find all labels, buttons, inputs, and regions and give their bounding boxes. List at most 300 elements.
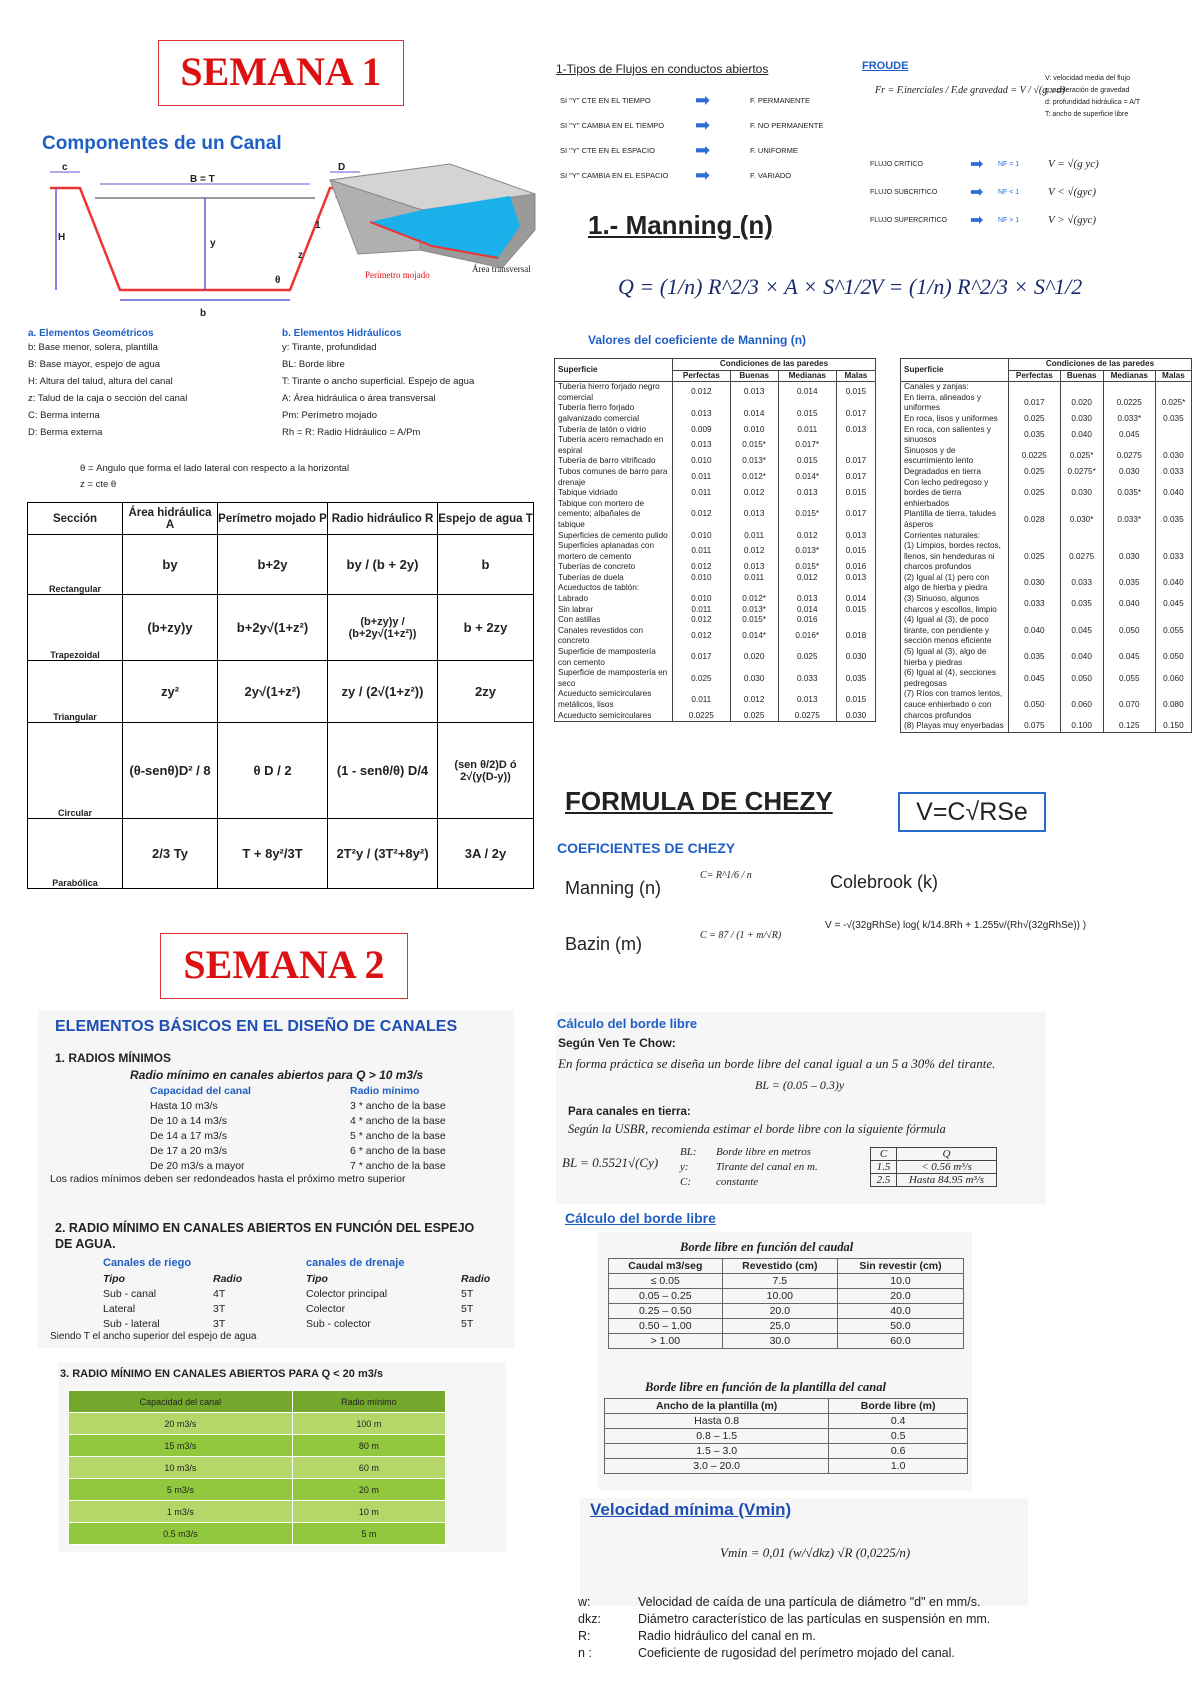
manning-cell: 0.014 (778, 382, 836, 404)
manning-cell: 0.150 (1155, 721, 1191, 732)
manning-cell: 0.033 (1155, 467, 1191, 478)
sec-name: Parabólica (28, 819, 123, 889)
manning-cell: 0.017 (836, 499, 875, 531)
manning-cell: 0.055 (1155, 615, 1191, 647)
arrow-right-icon: ➡ (970, 156, 984, 173)
manning-cell: Canales revestidos con concreto (555, 626, 673, 647)
manning-cell (836, 615, 875, 626)
radios-table (150, 1084, 480, 1174)
label-y: y (210, 238, 216, 249)
manning-cell: 0.0225 (673, 711, 731, 722)
label-z: z (298, 250, 303, 261)
manning-cell: Superficies de cemento pulido (555, 531, 673, 542)
sec-P: T + 8y²/3T (218, 819, 328, 889)
manning-cell: Tuberías de concreto (555, 562, 673, 573)
vmin-formula: Vmin = 0,01 (w/√dkz) √R (0,0225/n) (720, 1545, 911, 1560)
manning-v: V = (1/n) R^2/3 × S^1/2 (870, 274, 1083, 299)
sec-name: Rectangular (28, 535, 123, 595)
manning-cell: Degradados en tierra (901, 467, 1009, 478)
manning-cell: 0.013 (778, 594, 836, 605)
manning-table-1 (554, 358, 876, 722)
label-D: D (338, 162, 346, 173)
cq-table (870, 1147, 997, 1187)
manning-table-title: Valores del coeficiente de Manning (n) (588, 333, 807, 347)
drenaje-cell: Colector principal (306, 1288, 388, 1300)
manning-cell: 0.045 (1060, 615, 1103, 647)
manning-cell: Tubos comunes de barro para drenaje (555, 467, 673, 488)
manning-cell: 0.0275* (1060, 467, 1103, 478)
list-item (870, 178, 1190, 206)
manning-cell: 0.080 (1155, 689, 1191, 721)
geo-item: B: Base mayor, espejo de agua (28, 359, 161, 370)
table-row (555, 647, 876, 668)
green-cell: 1 m3/s (69, 1501, 293, 1523)
green-cell: 0.5 m3/s (69, 1523, 293, 1545)
flujos-title: 1-Tipos de Flujos en conductos abiertos (556, 62, 769, 76)
manning-cell: Acueducto semicirculares (555, 711, 673, 722)
sec-T: b (438, 535, 534, 595)
manning-cell: Superficies aplanadas con mortero de cemento (555, 541, 673, 562)
table-row (555, 689, 876, 710)
manning-cell: 0.010 (673, 531, 731, 542)
manning-cell: 0.030 (1155, 446, 1191, 467)
radios-cell: 5 * ancho de la base (350, 1130, 446, 1142)
table-row (69, 1457, 446, 1479)
canal-title: Componentes de un Canal (42, 133, 282, 154)
froude-rows (870, 150, 1190, 234)
table-row (555, 711, 876, 722)
sec-R: zy / (2√(1+z²)) (328, 661, 438, 723)
sec-name: Triangular (28, 661, 123, 723)
manning-cell: 0.045 (1103, 425, 1155, 446)
vmin-legend (578, 1594, 1138, 1662)
chezy-bazin: Bazin (m) (565, 934, 643, 954)
table-row (609, 1334, 964, 1349)
table-row (306, 1302, 496, 1317)
drenaje-cell: Sub - colector (306, 1318, 371, 1330)
mt-header: Buenas (1060, 370, 1103, 382)
riego-cell: Lateral (103, 1303, 136, 1315)
manning-cell (1103, 382, 1155, 393)
manning-cell: 0.012 (778, 531, 836, 542)
list-item (560, 113, 840, 138)
chezy-manning: Manning (n) (565, 878, 662, 898)
manning-cell: 0.015 (836, 541, 875, 562)
manning-cell: 0.100 (1060, 721, 1103, 732)
elementos-title: ELEMENTOS BÁSICOS EN EL DISEÑO DE CANALES (55, 1018, 458, 1035)
manning-cell: 0.035 (1155, 414, 1191, 425)
chezy-formula: V=C√RSe (898, 792, 1046, 832)
radios-cell: Hasta 10 m3/s (150, 1100, 218, 1112)
radios-cell: De 17 a 20 m3/s (150, 1145, 228, 1157)
manning-cell: 0.015 (836, 689, 875, 710)
hid-item: Rh = R: Radio Hidráulico = A/Pm (282, 427, 421, 438)
label-BT: B = T (190, 174, 215, 185)
table-row (150, 1129, 480, 1144)
manning-cell (1060, 531, 1103, 542)
froude-flow: FLUJO SUPERCRITICO (870, 216, 948, 224)
mt-header: Perfectas (1009, 370, 1061, 382)
manning-cell: 0.075 (1009, 721, 1061, 732)
table-row (605, 1429, 968, 1444)
drenaje-cell: 5T (461, 1288, 474, 1300)
froude-legend (1045, 73, 1195, 121)
manning-cell: 0.013 (730, 382, 778, 404)
manning-cell: 0.030 (730, 668, 778, 689)
s1-title: 1. RADIOS MÍNIMOS (55, 1051, 172, 1065)
manning-cell: 0.009 (673, 425, 731, 436)
manning-cell: 0.013* (730, 605, 778, 616)
manning-cell: 0.030 (836, 647, 875, 668)
z-note: z = cte θ (80, 479, 117, 490)
manning-cell: 0.012* (730, 467, 778, 488)
hid-item: BL: Borde libre (282, 359, 345, 370)
manning-cell: 0.040 (1155, 573, 1191, 594)
manning-cell: Canales y zanjas: (901, 382, 1009, 393)
manning-cell: 0.015 (778, 456, 836, 467)
cq-cell: 2.5 (871, 1174, 897, 1187)
chezy-colebrook-formula: V = -√(32gRhSe) log( k/14.8Rh + 1.255ν/(Rh√(32gRhSe)) ) (825, 920, 1087, 931)
manning-cell: 0.040 (1103, 594, 1155, 615)
radios-cell: De 10 a 14 m3/s (150, 1115, 228, 1127)
table-row (28, 661, 534, 723)
semana-1-title: SEMANA 1 (158, 40, 404, 106)
manning-cell: 0.030 (836, 711, 875, 722)
green-cell: 20 m3/s (69, 1413, 293, 1435)
table-row (901, 478, 1192, 510)
flujo-type: F. UNIFORME (750, 146, 798, 155)
froude-formula: Fr = F.inerciales / F.de gravedad = V / √(g x d) (875, 85, 1065, 96)
note-1: Los radios mínimos deben ser redondeados hasta el próximo metro superior (50, 1173, 406, 1185)
hid-title: b. Elementos Hidráulicos (282, 328, 402, 339)
arrow-right-icon: ➡ (695, 115, 711, 135)
manning-cell: 0.060 (1060, 689, 1103, 721)
manning-cell: 0.050 (1060, 668, 1103, 689)
froude-v: V > √(gyc) (1048, 214, 1097, 226)
manning-cell: 0.035 (1060, 594, 1103, 615)
manning-cell: Labrado (555, 594, 673, 605)
table-row (28, 595, 534, 661)
manning-cell: 0.013 (836, 425, 875, 436)
table-row (555, 382, 876, 404)
list-item: R: Radio hidráulico del canal en m. (578, 1629, 816, 1643)
drenaje-cell: 5T (461, 1318, 474, 1330)
mt-header: Malas (1155, 370, 1191, 382)
borde-t2-title: Borde libre en función de la plantilla del canal (645, 1380, 886, 1394)
manning-cell: Tubería acero remachado en espiral (555, 435, 673, 456)
table-row (901, 425, 1192, 446)
manning-cell: 0.018 (836, 626, 875, 647)
mt-header: Medianas (778, 370, 836, 382)
manning-cell: 0.012 (673, 499, 731, 531)
froude-flow: FLUJO CRITICO (870, 160, 923, 168)
bl-cell: 10.0 (838, 1274, 964, 1289)
manning-cell: 0.055 (1103, 668, 1155, 689)
green-cell: 10 m (292, 1501, 445, 1523)
froude-v: V = √(g yc) (1048, 158, 1099, 170)
green-cell: 5 m3/s (69, 1479, 293, 1501)
table-row (901, 509, 1192, 530)
manning-cell: Corrientes naturales: (901, 531, 1009, 542)
sec-name: Trapezoidal (28, 595, 123, 661)
manning-cell: (6) Igual al (4), secciones pedregosas (901, 668, 1009, 689)
manning-cell: 0.017 (1009, 393, 1061, 414)
table-row (555, 668, 876, 689)
radio-20-table (68, 1390, 446, 1545)
chezy-colebrook: Colebrook (k) (830, 872, 939, 892)
list-item: y: Tirante del canal en m. (680, 1161, 818, 1173)
froude-nf: NF > 1 (998, 216, 1020, 224)
sec-A: (b+zy)y (123, 595, 218, 661)
manning-cell: (8) Playas muy enyerbadas (901, 721, 1009, 732)
drenaje-cell: 5T (461, 1303, 474, 1315)
label-perimetro: Perímetro mojado (365, 270, 430, 280)
froude-legend-item: V: velocidad media del flujo (1045, 75, 1130, 82)
flujo-type: F. PERMANENTE (750, 96, 811, 105)
bl-cell: 0.4 (829, 1414, 968, 1429)
bl-cell: 1.0 (829, 1459, 968, 1474)
manning-cell: 0.015 (836, 605, 875, 616)
table-row (150, 1099, 480, 1114)
riego-cell: Sub - canal (103, 1288, 157, 1300)
arrow-right-icon: ➡ (695, 165, 711, 185)
mt-group: Condiciones de las paredes (1009, 359, 1192, 371)
manning-cell: 0.025 (1009, 478, 1061, 510)
green-cell: 60 m (292, 1457, 445, 1479)
manning-cell: 0.013 (836, 573, 875, 584)
cq-cell: < 0.56 m³/s (897, 1161, 997, 1174)
table-row (555, 583, 876, 594)
mt-header: Medianas (1103, 370, 1155, 382)
manning-cell: Superficie de mampostería con cemento (555, 647, 673, 668)
manning-cell: 0.013 (730, 562, 778, 573)
green-cell: 10 m3/s (69, 1457, 293, 1479)
riego-header: Tipo (103, 1273, 125, 1285)
riego-header: Radio (213, 1273, 243, 1285)
manning-cell (1060, 382, 1103, 393)
sec-R: (b+zy)y / (b+2y√(1+z²)) (328, 595, 438, 661)
green-cell: 100 m (292, 1413, 445, 1435)
manning-cell: En roca, lisos y uniformes (901, 414, 1009, 425)
manning-cell: 0.014 (730, 403, 778, 424)
bl-header: Caudal m3/seg (609, 1259, 723, 1274)
manning-cell: 0.012 (730, 488, 778, 499)
geo-item: D: Berma externa (28, 427, 103, 438)
bl-cell: 50.0 (838, 1319, 964, 1334)
flujo-cond: SI "Y" CTE EN EL ESPACIO (560, 146, 655, 155)
hid-item: Pm: Perímetro mojado (282, 410, 378, 421)
manning-cell: 0.012 (730, 689, 778, 710)
manning-cell: Acueductos de tablón: (555, 583, 673, 594)
bl-cell: > 1.00 (609, 1334, 723, 1349)
manning-cell (730, 583, 778, 594)
manning-cell: 0.025 (778, 647, 836, 668)
table-row (605, 1459, 968, 1474)
list-item: C: constante (680, 1176, 759, 1188)
manning-cell: 0.015* (730, 435, 778, 456)
green-cell: 80 m (292, 1435, 445, 1457)
flujo-type: F. NO PERMANENTE (750, 121, 824, 130)
manning-cell: 0.0275 (778, 711, 836, 722)
manning-cell (1009, 531, 1061, 542)
label-c: c (62, 162, 68, 173)
table-row (901, 467, 1192, 478)
bl-cell: 3.0 – 20.0 (605, 1459, 829, 1474)
bl-cell: 40.0 (838, 1304, 964, 1319)
table-row (103, 1302, 273, 1317)
manning-cell: 0.012* (730, 594, 778, 605)
manning-cell: 0.030 (1060, 414, 1103, 425)
sec-T: 3A / 2y (438, 819, 534, 889)
manning-cell: 0.012 (673, 626, 731, 647)
riego-cell: 3T (213, 1303, 226, 1315)
list-item (870, 206, 1190, 234)
table-row (150, 1159, 480, 1174)
table-row (306, 1287, 496, 1302)
manning-cell: 0.035 (1155, 509, 1191, 530)
manning-cell: 0.015* (778, 499, 836, 531)
table-row (605, 1444, 968, 1459)
froude-flow: FLUJO SUBCRITICO (870, 188, 938, 196)
list-item (870, 150, 1190, 178)
manning-cell: 0.012 (778, 573, 836, 584)
table-row (555, 573, 876, 584)
froude-legend-item: g: aceleración de gravedad (1045, 87, 1130, 94)
riego-cell: 4T (213, 1288, 226, 1300)
froude-nf: NF = 1 (998, 160, 1020, 168)
geo-elements (28, 328, 278, 441)
sec-P: b+2y (218, 535, 328, 595)
hid-elements (282, 328, 542, 441)
manning-cell: 0.020 (730, 647, 778, 668)
table-row (306, 1317, 496, 1332)
hid-item: T: Tirante o ancho superficial. Espejo de agua (282, 376, 475, 387)
table-row (609, 1319, 964, 1334)
borde-caudal-table (608, 1258, 964, 1349)
mt-group: Condiciones de las paredes (673, 359, 876, 371)
manning-cell: 0.0275 (1060, 541, 1103, 573)
manning-cell: 0.025 (673, 668, 731, 689)
manning-cell: 0.0225 (1009, 446, 1061, 467)
manning-cell: 0.010 (730, 425, 778, 436)
manning-cell: Tubería de barro vitrificado (555, 456, 673, 467)
bl-cell: 0.8 – 1.5 (605, 1429, 829, 1444)
manning-title: 1.- Manning (n) (588, 210, 773, 240)
hid-item: A: Área hidráulica o área transversal (282, 393, 436, 404)
table-row (901, 573, 1192, 594)
table-row (901, 615, 1192, 647)
manning-cell: 0.050 (1103, 615, 1155, 647)
sec-R: by / (b + 2y) (328, 535, 438, 595)
label-one: 1 (315, 220, 321, 231)
manning-cell: 0.033* (1103, 509, 1155, 530)
table-row (901, 446, 1192, 467)
sec-P: 2y√(1+z²) (218, 661, 328, 723)
borde-tierra: Para canales en tierra: (568, 1106, 691, 1118)
manning-cell: Plantilla de tierra, taludes ásperos (901, 509, 1009, 530)
arrow-right-icon: ➡ (970, 212, 984, 229)
manning-cell: (3) Sinuoso, algunos charcos y escollos, limpio (901, 594, 1009, 615)
manning-cell: 0.016 (836, 562, 875, 573)
manning-cell: 0.012 (673, 382, 731, 404)
manning-cell: 0.012 (730, 541, 778, 562)
riego-cell: 3T (213, 1318, 226, 1330)
table-row (901, 689, 1192, 721)
manning-cell: 0.040 (1060, 647, 1103, 668)
manning-cell: En tierra, alineados y uniformes (901, 393, 1009, 414)
list-item (560, 88, 840, 113)
table-row (555, 541, 876, 562)
manning-cell: 0.010 (673, 573, 731, 584)
geo-item: z: Talud de la caja o sección del canal (28, 393, 188, 404)
manning-cell: 0.030 (1103, 467, 1155, 478)
table-row (901, 382, 1192, 393)
geo-item: b: Base menor, solera, plantilla (28, 342, 158, 353)
sec-header: Área hidráulica A (123, 503, 218, 535)
list-item: BL: Borde libre en metros (680, 1146, 812, 1158)
manning-cell: 0.010 (673, 456, 731, 467)
manning-cell: 0.013 (778, 488, 836, 499)
mt-header: Superficie (555, 359, 673, 382)
label-theta: θ (275, 275, 281, 286)
manning-cell: 0.017 (836, 456, 875, 467)
manning-cell: 0.012 (673, 615, 731, 626)
bl-cell: 60.0 (838, 1334, 964, 1349)
manning-cell: 0.015* (778, 562, 836, 573)
manning-cell: 0.025 (730, 711, 778, 722)
sec-T: b + 2zy (438, 595, 534, 661)
table-row (901, 414, 1192, 425)
manning-cell: 0.045 (1155, 594, 1191, 615)
sec-T: 2zy (438, 661, 534, 723)
manning-cell: 0.013 (673, 435, 731, 456)
manning-cell: 0.045 (1103, 647, 1155, 668)
borde-chow-text: En forma práctica se diseña un borde libre del canal igual a un 5 a 30% del tirante. (558, 1056, 996, 1071)
sections-table (27, 502, 534, 889)
radios-cell: De 14 a 17 m3/s (150, 1130, 228, 1142)
manning-cell (1155, 382, 1191, 393)
drenaje-title: canales de drenaje (306, 1257, 405, 1269)
manning-cell: (4) Igual al (3), de poco tirante, con pendiente y sección menos eficiente (901, 615, 1009, 647)
table-row (901, 668, 1192, 689)
table-row (69, 1435, 446, 1457)
canal-diagram (40, 160, 540, 320)
table-row (609, 1289, 964, 1304)
bl-header: Sin revestir (cm) (838, 1259, 964, 1274)
manning-cell: 0.030 (1103, 541, 1155, 573)
froude-title: FROUDE (862, 60, 909, 72)
manning-cell: 0.011 (730, 573, 778, 584)
manning-cell: 0.013 (778, 689, 836, 710)
manning-cell (836, 583, 875, 594)
manning-cell: 0.011 (673, 605, 731, 616)
bl-cell: 7.5 (722, 1274, 837, 1289)
mt-header: Buenas (730, 370, 778, 382)
radios-header: Radio mínimo (350, 1085, 420, 1097)
radios-header: Capacidad del canal (150, 1085, 251, 1097)
borde-chow-formula: BL = (0.05 – 0.3)y (755, 1078, 845, 1092)
green-cell: 20 m (292, 1479, 445, 1501)
table-row (103, 1287, 273, 1302)
label-area: Área transversal (472, 264, 531, 274)
table-row (555, 594, 876, 605)
manning-cell: 0.011 (778, 425, 836, 436)
table-row (901, 531, 1192, 542)
manning-cell: 0.014 (836, 594, 875, 605)
flujo-cond: SI "Y" CAMBIA EN EL TIEMPO (560, 121, 665, 130)
sec-A: (θ-senθ)D² / 8 (123, 723, 218, 819)
table-row (69, 1501, 446, 1523)
